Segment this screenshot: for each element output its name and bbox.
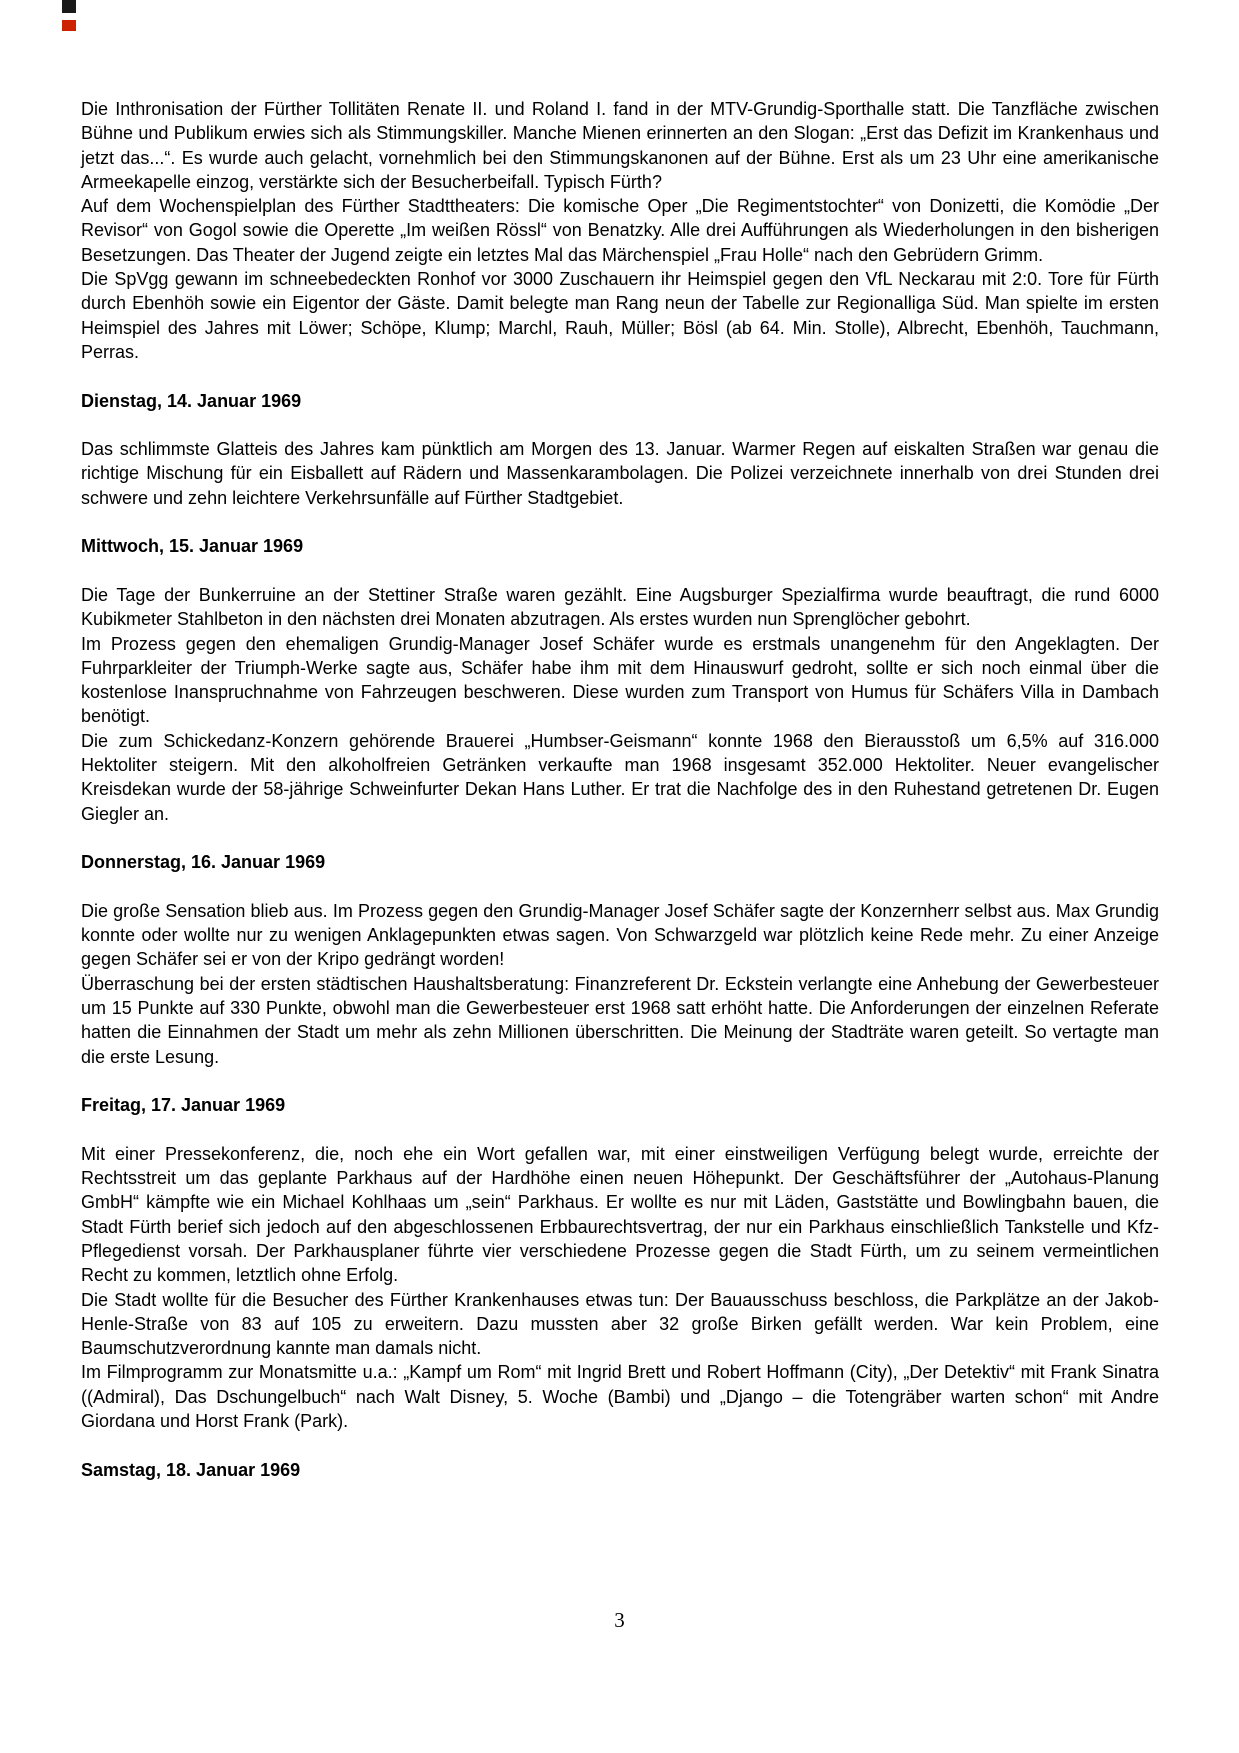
paragraph-spvgg: Die SpVgg gewann im schneebedeckten Ronhof vor 3000 Zuschauern ihr Heimspiel gegen den VfL Neckarau mit 2:0. Tore für Fürth durch Ebenhöh sowie ein Eigentor der Gäste. Damit belegte man Rang neun der Tabelle zur Regionalliga Süd. Man spielte im ersten Heimspiel des Jahres mit Löwer; Schöpe, Klump; Marchl, Rauh, Müller; Bösl (ab 64. Min. Stolle), Albrecht, Ebenhöh, Tauchmann, Perras. bbox=[81, 269, 1159, 362]
text-column bbox=[81, 97, 1159, 1506]
paragraph-filmprogramm: Im Filmprogramm zur Monatsmitte u.a.: „Kampf um Rom“ mit Ingrid Brett und Robert Hoffmann (City), „Der Detektiv“ mit Frank Sinatra ((Admiral), Das Dschungelbuch“ nach Walt Disney, 5. Woche (Bambi) und „Django – die Totengräber warten schon“ mit Andre Giordana und Horst Frank (Park). bbox=[81, 1362, 1159, 1432]
paragraph-haushalt: Überraschung bei der ersten städtischen Haushaltsberatung: Finanzreferent Dr. Eckstein verlangte eine Anhebung der Gewerbesteuer um 15 Punkte auf 330 Punkte, obwohl man die Gewerbesteuer erst 1968 satt erhöht hatte. Die Anforderungen der einzelnen Referate hatten die Einnahmen der Stadt um mehr als zehn Millionen überschritten. Die Meinung der Stadträte waren geteilt. So vertagte man die erste Lesung. bbox=[81, 973, 1159, 1067]
date-heading-samstag: Samstag, 18. Januar 1969 bbox=[81, 1459, 301, 1480]
paragraph-brauerei: Die zum Schickedanz-Konzern gehörende Brauerei „Humbser-Geismann“ konnte 1968 den Bierausstoß um 6,5% auf 316.000 Hektoliter steigern. Mit den alkoholfreien Getränken verkaufte man 1968 insgesamt 352.000 Hektoliter. Neuer evangelischer Kreisdekan wurde der 58-jährige Schweinfurter Dekan Hans Luther. Er trat die Nachfolge des in den Ruhestand getretenen Dr. Eugen Giegler an. bbox=[81, 730, 1159, 824]
date-heading-freitag: Freitag, 17. Januar 1969 bbox=[81, 1095, 286, 1116]
paragraph-stadttheater: Auf dem Wochenspielplan des Fürther Stadttheaters: Die komische Oper „Die Regimentstochter“ von Donizetti, die Komödie „Der Revisor“ von Gogol sowie die Operette „Im weißen Rössl“ von Benatzky. Alle drei Aufführungen als Wiederholungen in den bisherigen Besetzungen. Das Theater der Jugend zeigte ein letztes Mal das Märchenspiel „Frau Holle“ nach den Gebrüdern Grimm. bbox=[81, 196, 1159, 265]
date-heading-mittwoch: Mittwoch, 15. Januar 1969 bbox=[81, 536, 304, 557]
paragraph-parkhaus: Mit einer Pressekonferenz, die, noch ehe ein Wort gefallen war, mit einer einstweiligen Verfügung belegt wurde, erreichte der Rechtsstreit um das geplante Parkhaus auf der Hardhöhe einen neuen Höhepunkt. Der Geschäftsführer der „Autohaus-Planung GmbH“ kämpfte wie ein Michael Kohlhaas um „sein“ Parkhaus. Er wollte es nur mit Läden, Gaststätte und Bowlingbahn bauen, die Stadt Fürth berief sich jedoch auf den abgeschlossenen Erbbaurechtsvertrag, der nur ein Parkhaus einschließlich Tankstelle und Kfz-Pflegedienst vorsah. Der Parkhausplaner führte vier verschiedene Prozesse gegen die Stadt Fürth, um zu seinem vermeintlichen Recht zu kommen, letztlich ohne Erfolg. bbox=[81, 1143, 1159, 1286]
date-heading-dienstag: Dienstag, 14. Januar 1969 bbox=[81, 390, 302, 411]
scan-artifact-red-mark bbox=[62, 20, 76, 31]
scan-artifact-dark-mark bbox=[62, 0, 76, 13]
paragraph-prozess-schaefer: Im Prozess gegen den ehemaligen Grundig-Manager Josef Schäfer wurde es erstmals unangenehm für den Angeklagten. Der Fuhrparkleiter der Triumph-Werke sagte aus, Schäfer habe ihm mit dem Hinauswurf gedroht, sollte er sich noch einmal über die kostenlose Inanspruchnahme von Fahrzeugen beschweren. Diese wurden zum Transport von Humus für Schäfers Villa in Dambach benötigt. bbox=[81, 633, 1159, 727]
paragraph-grundig-aussage: Die große Sensation blieb aus. Im Prozess gegen den Grundig-Manager Josef Schäfer sagte der Konzernherr selbst aus. Max Grundig konnte oder wollte nur zu wenigen Anklagepunkten etwas sagen. Von Schwarzgeld war plötzlich keine Rede mehr. Zu einer Anzeige gegen Schäfer sei er von der Kripo gedrängt worden! bbox=[81, 900, 1159, 970]
paragraph-glatteis: Das schlimmste Glatteis des Jahres kam pünktlich am Morgen des 13. Januar. Warmer Regen auf eiskalten Straßen war genau die richtige Mischung für ein Eisballett auf Rädern und Massenkarambolagen. Die Polizei verzeichnete innerhalb von drei Stunden drei schwere und zehn leichtere Verkehrsunfälle auf Fürther Stadtgebiet. bbox=[81, 439, 1159, 508]
page-number: 3 bbox=[614, 1608, 625, 1632]
paragraph-bunkerruine: Die Tage der Bunkerruine an der Stettiner Straße waren gezählt. Eine Augsburger Spezialfirma wurde beauftragt, die rund 6000 Kubikmeter Stahlbeton in den nächsten drei Monaten abzutragen. Als erstes wurden nun Sprenglöcher gebohrt. bbox=[81, 584, 1159, 630]
scan-artifact bbox=[60, 0, 78, 38]
paragraph-krankenhaus: Die Stadt wollte für die Besucher des Fürther Krankenhauses etwas tun: Der Bauausschuss beschloss, die Parkplätze an der Jakob-Henle-Straße von 83 auf 105 zu erweitern. Dazu mussten aber 32 große Birken gefällt werden. War kein Problem, eine Baumschutzverordnung kannte man damals nicht. bbox=[81, 1289, 1159, 1359]
date-heading-donnerstag: Donnerstag, 16. Januar 1969 bbox=[81, 852, 326, 873]
paragraph-inthronisation: Die Inthronisation der Fürther Tollitäten Renate II. und Roland I. fand in der MTV-Grundig-Sporthalle statt. Die Tanzfläche zwischen Bühne und Publikum erwies sich als Stimmungskiller. Manche Mienen erinnerten an den Slogan: „Erst das Defizit im Krankenhaus und jetzt das...“. Es wurde auch gelacht, vornehmlich bei den Stimmungskanonen auf der Bühne. Erst als um 23 Uhr eine amerikanische Armeekapelle einzog, verstärkte sich der Besucherbeifall. Typisch Fürth? bbox=[81, 99, 1159, 192]
